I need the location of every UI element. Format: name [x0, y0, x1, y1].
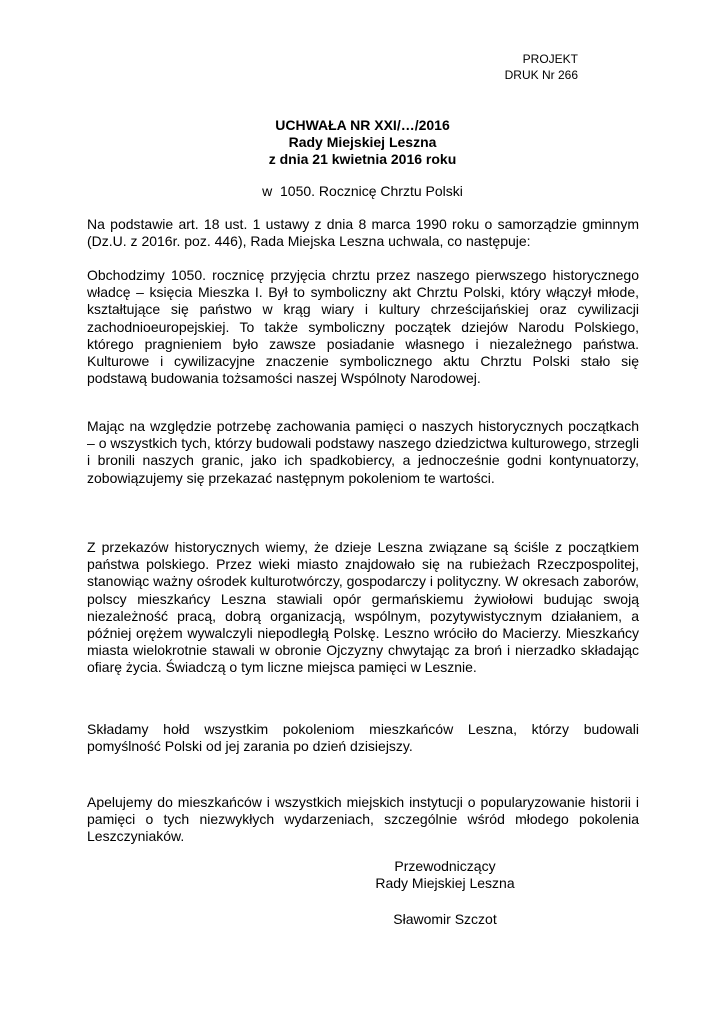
resolution-subject: w 1050. Rocznicę Chrztu Polski [262, 183, 463, 199]
paragraph-5: Apelujemy do mieszkańców i wszystkich miejskich instytucji o popularyzowanie historii i pamięci o tych niezwykłych wydarzeniach, szczególnie wśród młodego pokolenia Leszczyniaków. [87, 794, 639, 845]
signature-name: Sławomir Szczot [393, 911, 497, 927]
resolution-date: z dnia 21 kwietnia 2016 roku [268, 151, 457, 167]
paragraph-2: Mając na względzie potrzebę zachowania pamięci o naszych historycznych początkach – o wszystkich tych, którzy budowali podstawy naszego dziedzictwa kulturowego, strzegli i bronili naszych granic, jako ich spadkobiercy, a jednocześnie godni kontynuatorzy, zobowiązujemy się przekazać następnym pokoleniom te wartości. [87, 418, 639, 486]
signature-body: Rady Miejskiej Leszna [375, 875, 515, 891]
draft-label [458, 51, 578, 83]
council-name: Rady Miejskiej Leszna [288, 134, 437, 150]
resolution-number: UCHWAŁA NR XXI/…/2016 [275, 117, 450, 133]
paragraph-1: Obchodzimy 1050. rocznicę przyjęcia chrztu przez naszego pierwszego historycznego władcę – księcia Mieszka I. Był to symboliczny akt Chrztu Polski, który włączył młode, kształtujące się państwo w krąg wiary i kultury chrześcijańskiej oraz cywilizacji zachodnioeuropejskiej. To także symboliczny początek dziejów Narodu Polskiego, którego pragnieniem było zawsze posiadanie własnego i niezależnego państwa. Kulturowe i cywilizacyjne znaczenie symbolicznego aktu Chrztu Polski stało się podstawą budowania tożsamości naszej Wspólnoty Narodowej. [87, 267, 639, 387]
signature-block [360, 858, 530, 928]
paragraph-3: Z przekazów historycznych wiemy, że dzieje Leszna związane są ściśle z początkiem państwa polskiego. Przez wieki miasto znajdowało się na rubieżach Rzeczpospolitej, stanowiąc ważny ośrodek kulturotwórczy, gospodarczy i polityczny. W okresach zaborów, polscy mieszkańcy Leszna stawiali opór germańskiemu żywiołowi budując swoją niezależność pracą, dobrą organizacją, wspólnym, pozytywistycznym działaniem, a później orężem wywalczyli niepodległą Polskę. Leszno wróciło do Macierzy. Mieszkańcy miasta wielokrotnie stawali w obronie Ojczyzny chwytając za broń i nierzadko składając ofiarę życia. Świadczą o tym liczne miejsca pamięci w Lesznie. [87, 539, 639, 676]
paragraph-4: Składamy hołd wszystkim pokoleniom mieszkańców Leszna, którzy budowali pomyślność Polski od jej zarania po dzień dzisiejszy. [87, 721, 639, 755]
resolution-title [0, 117, 725, 168]
print-number: DRUK Nr 266 [504, 68, 578, 82]
legal-basis-paragraph: Na podstawie art. 18 ust. 1 ustawy z dnia 8 marca 1990 roku o samorządzie gminnym (Dz.U. z 2016r. poz. 446), Rada Miejska Leszna uchwala, co następuje: [87, 216, 639, 250]
signature-role: Przewodniczący [394, 858, 496, 874]
draft-label-text: PROJEKT [522, 52, 578, 66]
